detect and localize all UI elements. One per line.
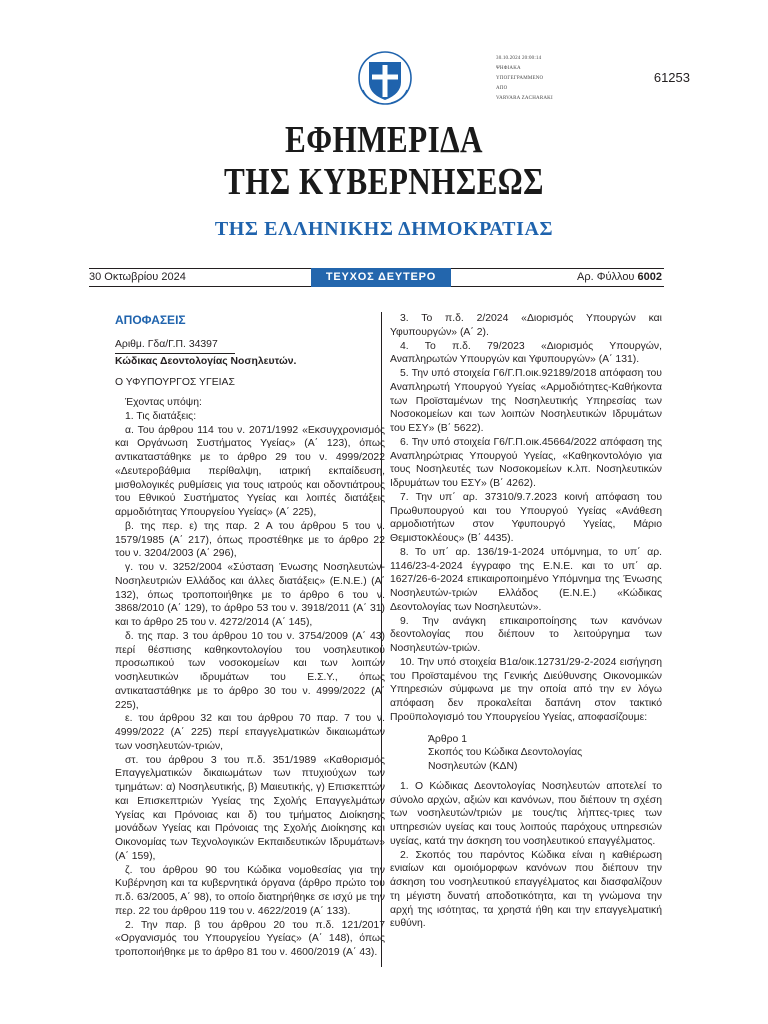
paragraph: 6. Την υπό στοιχεία Γ6/Γ.Π.οικ.45664/2022 απόφαση της Αναπληρώτριας Υπουργού Υγείας, «Καθηκοντολόγιο για τους Νοσηλευτές των Νοσοκομείων κ.λπ. Νοσηλευτικών Ιδρυμάτων του ΕΣΥ» (Β΄ 4262). bbox=[390, 436, 662, 489]
sheet-number bbox=[577, 271, 662, 283]
article-heading: Άρθρο 1 bbox=[428, 733, 467, 745]
issue-series-badge: ΤΕΥΧΟΣ ΔΕΥΤΕΡΟ bbox=[311, 268, 451, 287]
masthead-title-line2: ΤΗΣ ΚΥΒΕΡΝΗΣΕΩΣ bbox=[224, 161, 544, 203]
paragraph: Έχοντας υπόψη: bbox=[125, 397, 202, 408]
article-title-line: Σκοπός του Κώδικα Δεοντολογίας bbox=[428, 747, 583, 759]
reference-divider bbox=[115, 353, 235, 354]
paragraph: 3. Το π.δ. 2/2024 «Διορισμός Υπουργών και Υφυπουργών» (Α΄ 2). bbox=[390, 313, 662, 338]
greek-coat-of-arms-icon bbox=[357, 50, 413, 106]
right-column bbox=[390, 312, 662, 931]
paragraph: 7. Την υπ΄ αρ. 37310/9.7.2023 κοινή απόφαση του Πρωθυπουργού και του Υπουργού Υγείας «Ανάθεση αρμοδιοτήτων στον Υφυπουργό Υγείας, Μάριο Θεμιστοκλέους» (Β΄ 4435). bbox=[390, 491, 662, 544]
article-title-line: Νοσηλευτών (ΚΔΝ) bbox=[428, 761, 518, 772]
paragraph: 9. Την ανάγκη επικαιροποίησης των κανόνων δεοντολογίας που διέπουν το λειτούργημα των Νοσηλευτών-τριών. bbox=[390, 615, 662, 654]
signature-line: 30.10.2024 20:00:14 bbox=[496, 56, 542, 61]
paragraph: 1. Τις διατάξεις: bbox=[125, 410, 197, 422]
left-column bbox=[115, 312, 385, 960]
article-heading-block bbox=[390, 733, 662, 774]
issue-date: 30 Οκτωβρίου 2024 bbox=[89, 271, 186, 283]
paragraph: 5. Την υπό στοιχεία Γ6/Γ.Π.οικ.92189/2018 απόφαση του Αναπληρωτή Υπουργού Υγείας «Αρμοδιότητες-Καθήκοντα των Προϊσταμένων της Νοσηλευτικής Υπηρεσίας των Νοσοκομείων και των λοιπών Νοσηλευτικών Ιδρυμάτων του ΕΣΥ» (Β΄ 5622). bbox=[390, 368, 662, 434]
paragraph: ε. του άρθρου 32 και του άρθρου 70 παρ. 7 του ν. 4999/2022 (Α΄ 225) περί επαγγελματικών δικαιωμάτων των νοσηλευτών-τριών, bbox=[115, 713, 385, 752]
paragraph: α. Του άρθρου 114 του ν. 2071/1992 «Εκσυγχρονισμός και Οργάνωση Συστήματος Υγείας» (Α΄ 123), όπως αντικαταστάθηκε με το άρθρο 29 του ν. 4999/2022 «Δευτεροβάθμια περίθαλψη, ιατρική εκπαίδευση, μισθολογικές ρυθμίσεις για τους ιατρούς και οδοντιάτρους του Εθνικού Συστήματος Υγείας και λοιπές διατάξεις αρμοδιότητας Υπουργείου Υγείας» (Α΄ 225), bbox=[115, 424, 385, 518]
document-title: Κώδικας Δεοντολογίας Νοσηλευτών. bbox=[115, 355, 297, 367]
paragraph: γ. του ν. 3252/2004 «Σύσταση Ένωσης Νοσηλευτών-Νοσηλευτριών Ελλάδος και άλλες διατάξεις» (Ε.Ν.Ε.) (Α΄ 132), όπως τροποποιήθηκε με το άρθρο 6 του ν. 3868/2010 (Α΄ 129), το άρθρο 53 του ν. 3918/2011 (Α΄ 31) και το άρθρο 25 του ν. 4272/2014 (Α΄ 145), bbox=[115, 562, 385, 628]
sheet-number-value: 6002 bbox=[637, 271, 662, 283]
masthead-title-line1: ΕΦΗΜΕΡΙΔΑ bbox=[285, 119, 483, 161]
paragraph: 2. Την παρ. β του άρθρου 20 του π.δ. 121/2017 «Οργανισμός του Υπουργείου Υγείας» (Α΄ 148), όπως τροποποιήθηκε με το άρθρο 81 του ν. 4600/2019 (Α΄ 43). bbox=[115, 919, 385, 958]
signature-line: ΑΠΟ bbox=[496, 86, 508, 91]
paragraph: 8. Το υπ΄ αρ. 136/19-1-2024 υπόμνημα, το υπ΄ αρ. 1146/23-4-2024 έγγραφο της Ε.Ν.Ε. και το υπ΄ αρ. 1627/26-6-2024 επικαιροποιημένο Υπόμνημα της Ένωσης Νοσηλευτών-τριών Ελλάδος (Ε.Ν.Ε.) «Κώδικας Δεοντολογίας των Νοσηλευτών». bbox=[390, 546, 662, 613]
digital-signature-stamp bbox=[496, 54, 553, 104]
section-heading: ΑΠΟΦΑΣΕΙΣ bbox=[115, 313, 186, 327]
reference-number: Αριθμ. Γδα/Γ.Π. 34397 bbox=[115, 338, 218, 350]
signature-line: VARVARA ZACHARAKI bbox=[496, 96, 553, 101]
paragraph: β. της περ. ε) της παρ. 2 Α του άρθρου 5 του ν. 1579/1985 (Α΄ 217), όπως προστέθηκε με το άρθρο 22 του ν. 3204/2003 (Α΄ 296), bbox=[115, 520, 385, 560]
sheet-label: Αρ. Φύλλου bbox=[576, 271, 635, 283]
paragraph: 1. Ο Κώδικας Δεοντολογίας Νοσηλευτών αποτελεί το σύνολο αρχών, αξιών και κανόνων, που διέπουν τη σχέση των νοσηλευτών/τριών με τους/τις λήπτες-τριες των υπηρεσιών υγείας και τους λοιπούς παρόχους υπηρεσιών υγείας, κατά την άσκηση του νοσηλευτικού επαγγέλματος. bbox=[390, 780, 662, 847]
paragraph: 2. Σκοπός του παρόντος Κώδικα είναι η καθιέρωση ενιαίων και ομοιόμορφων κανόνων που διέπουν την άσκηση του νοσηλευτικού επαγγέλματος και διασφαλίζουν τη μέγιστη δυνατή αποδοτικότητα, και τη γνώμονα την αρχή της ισότητας, τα χρηστά ήθη και την επαγγελματική ευθύνη. bbox=[390, 849, 662, 930]
paragraph: δ. της παρ. 3 του άρθρου 10 του ν. 3754/2009 (Α΄ 43) περί θέσπισης καθηκοντολογίου του νοσηλευτικού προσωπικού των νοσοκομείων και των λοιπών νοσηλευτικών ιδρυμάτων του Ε.Σ.Υ., όπως αντικαταστάθηκε με το άρθρο 30 του ν. 4999/2022 (Α΄ 225), bbox=[115, 630, 385, 711]
paragraph: ζ. του άρθρου 90 του Κώδικα νομοθεσίας για την Κυβέρνηση και τα κυβερνητικά όργανα (άρθρο πρώτο του π.δ. 63/2005, Α΄ 98), το οποίο διατηρήθηκε σε ισχύ με την περ. 22 του άρθρου 119 του ν. 4622/2019 (Α΄ 133). bbox=[115, 864, 385, 917]
issuing-authority: Ο ΥΦΥΠΟΥΡΓΟΣ ΥΓΕΙΑΣ bbox=[115, 377, 235, 389]
page-number: 61253 bbox=[653, 70, 690, 85]
paragraph: 4. Το π.δ. 79/2023 «Διορισμός Υπουργών, Αναπληρωτών Υπουργών και Υφυπουργών» (Α΄ 131). bbox=[390, 340, 662, 366]
issue-bar bbox=[89, 268, 664, 287]
signature-line: ΥΠΟΓΕΓΡΑΜΜΕΝΟ bbox=[496, 76, 544, 81]
signature-line: ΨΗΦΙΑΚΑ bbox=[496, 66, 521, 71]
paragraph: 10. Την υπό στοιχεία Β1α/οικ.12731/29-2-2024 εισήγηση του Προϊσταμένου της Γενικής Διεύθυνσης Οικονομικών Υπηρεσιών σύμφωνα με την οποία από την εν λόγω απόφαση δεν προκαλείται δαπάνη στον τακτικό Προϋπολογισμό του Υπουργείου Υγείας, αποφασίζουμε: bbox=[390, 656, 662, 723]
paragraph: στ. του άρθρου 3 του π.δ. 351/1989 «Καθορισμός Επαγγελματικών δικαιωμάτων των πτυχιούχων των τμημάτων: α) Νοσηλευτικής, β) Μαιευτικής, γ) Επισκεπτών και Επισκεπτριών Υγείας της Σχολής Επαγγελμάτων Υγείας και Πρόνοιας και δ) του τμήματος Διοίκησης μονάδων Υγείας και Πρόνοιας της Σχολής Διοίκησης και Οικονομίας των Τεχνολογικών Εκπαιδευτικών Ιδρυμάτων» (Α΄ 159), bbox=[115, 754, 385, 862]
masthead-subtitle: ΤΗΣ ΕΛΛΗΝΙΚΗΣ ΔΗΜΟΚΡΑΤΙΑΣ bbox=[214, 218, 554, 240]
